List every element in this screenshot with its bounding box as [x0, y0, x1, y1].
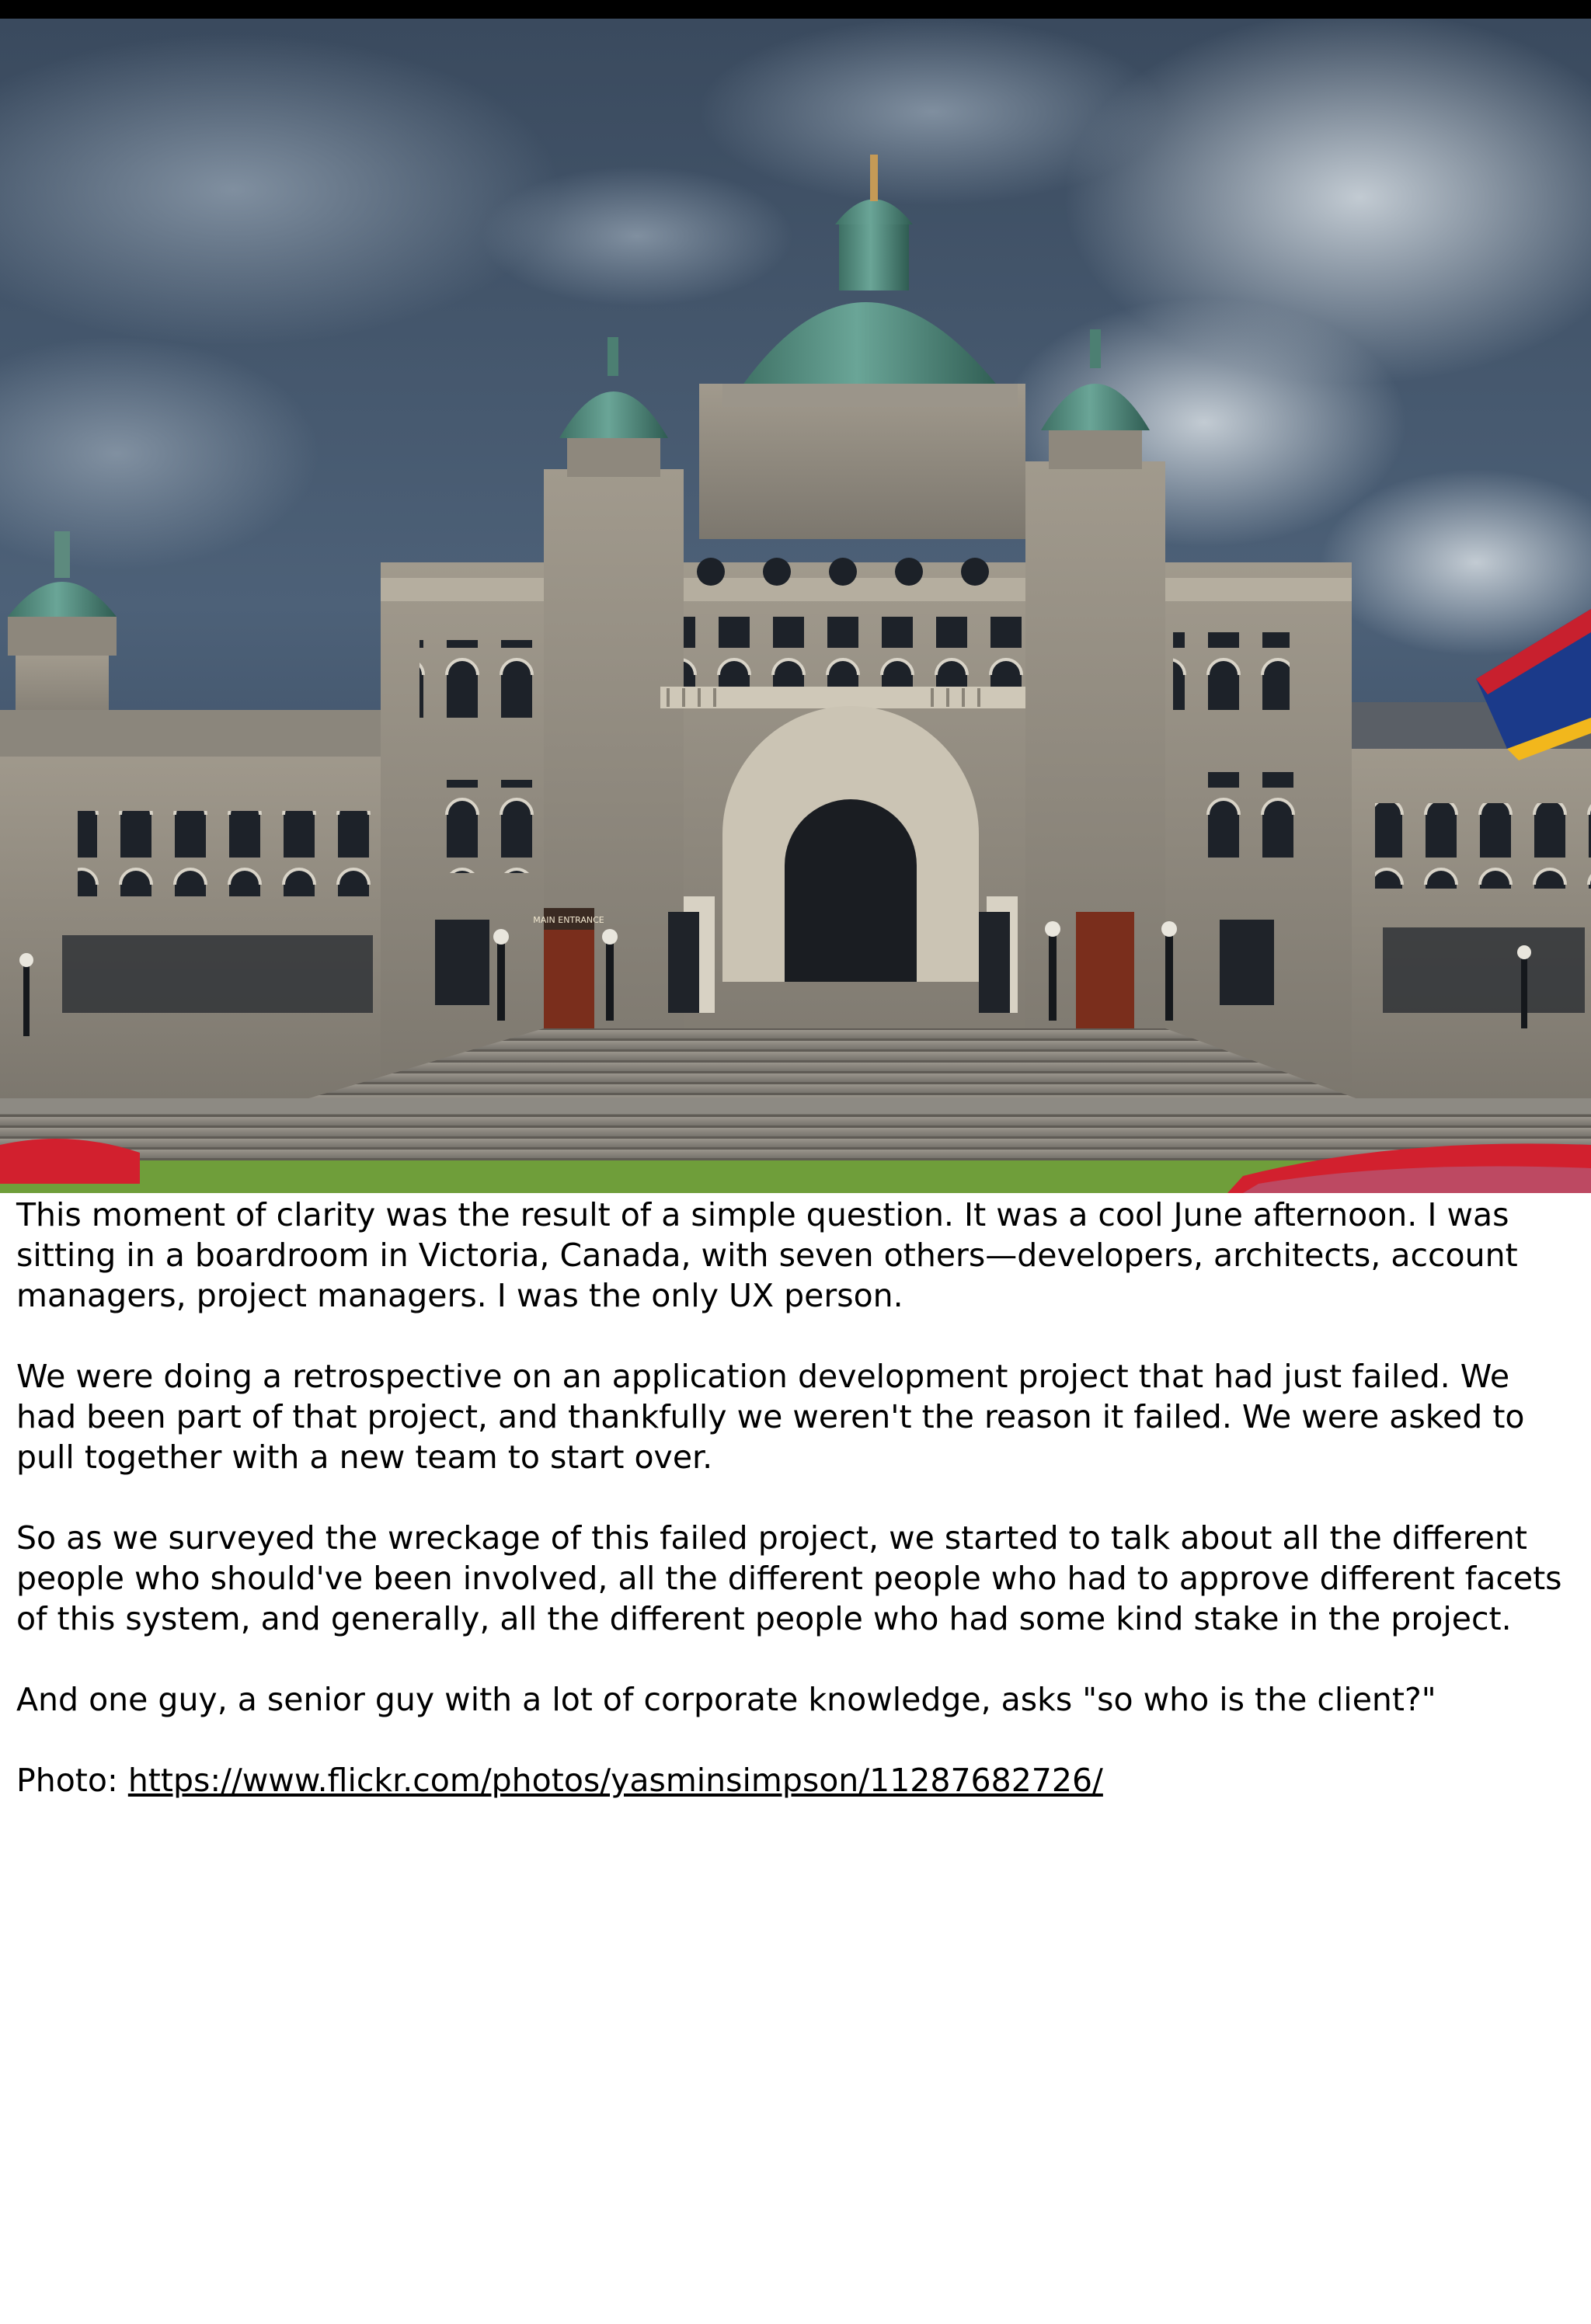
- photo-credit: [16, 1760, 1578, 1800]
- notes-paragraph: We were doing a retrospective on an application development project that had just failed. We had been part of that project, and thankfully we weren't the reason it failed. We were asked to pull together with a new team to start over.: [16, 1358, 1525, 1476]
- photo-credit-label: Photo:: [16, 1762, 128, 1799]
- notes-paragraph: So as we surveyed the wreckage of this failed project, we started to talk about all the different people who should've been involved, all the different people who had to approve different facets of this system, and generally, all the different people who had some kind stake in the project.: [16, 1519, 1562, 1637]
- notes-paragraph: And one guy, a senior guy with a lot of corporate knowledge, asks "so who is the client?": [16, 1681, 1436, 1718]
- parliament-building-photo: [0, 19, 1591, 1193]
- photo-credit-link[interactable]: https://www.flickr.com/photos/yasminsimpson/11287682726/: [127, 1762, 1103, 1799]
- main-entrance-door: [544, 927, 594, 1028]
- top-bar: [0, 0, 1591, 19]
- main-entrance-sign: MAIN ENTRANCE: [533, 915, 604, 925]
- notes-paragraph: This moment of clarity was the result of a simple question. It was a cool June afternoon. I was sitting in a boardroom in Victoria, Canada, with seven others—developers, architects, account managers, project managers. I was the only UX person.: [16, 1196, 1518, 1314]
- parliament-building-illustration: [0, 19, 1591, 1193]
- speaker-notes: [16, 1195, 1578, 1841]
